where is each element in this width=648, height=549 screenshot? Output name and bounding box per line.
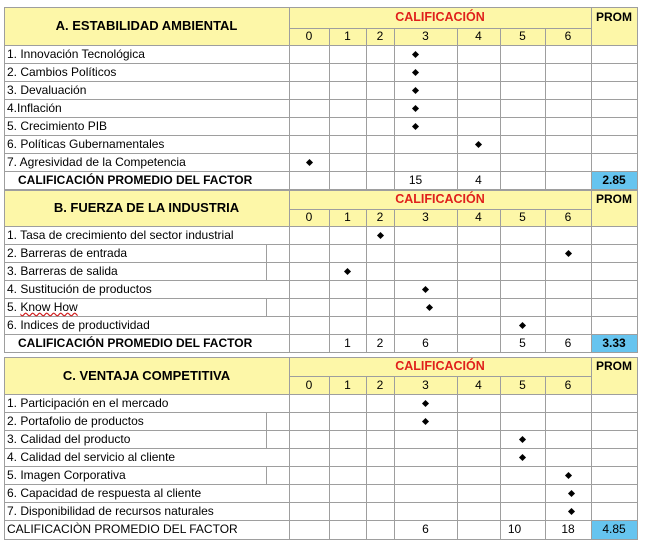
factor-label: 6. Indices de productividad — [7, 318, 150, 332]
calificacion-header: CALIFICACIÓN — [395, 192, 485, 206]
grid-line — [500, 28, 501, 189]
calificacion-header: CALIFICACIÓN — [395, 359, 485, 373]
grid-line — [545, 28, 546, 189]
scale-value-1: 1 — [344, 378, 351, 392]
scale-value-0: 0 — [305, 29, 313, 43]
grid-line — [329, 28, 330, 189]
score-marker-diamond — [475, 140, 482, 147]
score-marker-diamond — [519, 321, 526, 328]
prom-value: 2.85 — [602, 173, 626, 187]
scale-value-5: 5 — [519, 29, 526, 43]
factor-label: 2. Portafolio de productos — [7, 414, 144, 428]
scale-value-4: 4 — [475, 29, 482, 43]
summary-label: CALIFICACIÓN PROMEDIO DEL FACTOR — [18, 173, 253, 187]
grid-line — [394, 209, 395, 352]
factor-label: 3. Devaluación — [7, 83, 87, 97]
summary-value: 6 — [422, 522, 429, 536]
summary-value: 2 — [376, 336, 384, 350]
grid-line — [591, 190, 592, 352]
scale-value-3: 3 — [422, 378, 429, 392]
calificacion-header: CALIFICACIÓN — [395, 10, 485, 24]
score-marker-diamond — [422, 417, 429, 424]
summary-value: 6 — [422, 336, 429, 350]
score-marker-diamond — [412, 68, 419, 75]
factor-label: 1. Tasa de crecimiento del sector industrial — [7, 228, 234, 242]
summary-value: 10 — [507, 522, 522, 536]
factor-label: 1. Innovación Tecnológica — [7, 47, 145, 61]
score-marker-diamond — [412, 86, 419, 93]
grid-line — [637, 357, 638, 539]
grid-line — [394, 376, 395, 539]
grid-line — [500, 376, 501, 539]
scale-value-2: 2 — [376, 378, 384, 392]
scale-value-3: 3 — [422, 210, 429, 224]
grid-line — [637, 190, 638, 352]
score-marker-diamond — [519, 435, 526, 442]
prom-header: PROM — [596, 192, 632, 206]
summary-value: 15 — [408, 173, 423, 187]
factor-label: 3. Calidad del producto — [7, 432, 131, 446]
scale-value-5: 5 — [519, 378, 526, 392]
grid-line — [394, 28, 395, 189]
grid-line — [366, 209, 367, 352]
scale-value-1: 1 — [344, 29, 351, 43]
scale-value-1: 1 — [344, 210, 351, 224]
factor-label: 7. Agresividad de la Competencia — [7, 155, 186, 169]
section-title: B. FUERZA DE LA INDUSTRIA — [53, 200, 240, 215]
summary-value: 6 — [564, 336, 572, 350]
score-marker-diamond — [412, 50, 419, 57]
grid-line — [4, 539, 638, 540]
summary-value: 5 — [519, 336, 526, 350]
score-marker-diamond — [426, 303, 433, 310]
score-marker-diamond — [376, 231, 383, 238]
factor-label: 5. Crecimiento PIB — [7, 119, 108, 133]
scale-value-3: 3 — [422, 29, 429, 43]
scale-value-2: 2 — [376, 29, 384, 43]
score-marker-diamond — [422, 399, 429, 406]
factor-label: 6. Capacidad de respuesta al cliente — [7, 486, 202, 500]
section-title: C. VENTAJA COMPETITIVA — [62, 368, 231, 383]
score-marker-diamond — [422, 285, 429, 292]
scale-value-4: 4 — [475, 378, 482, 392]
grid-line — [545, 209, 546, 352]
factor-label: 7. Disponibilidad de recursos naturales — [7, 504, 214, 518]
factor-label: 6. Políticas Gubernamentales — [7, 137, 165, 151]
scale-value-6: 6 — [564, 29, 572, 43]
prom-value: 4.85 — [602, 522, 626, 536]
prom-header: PROM — [596, 359, 632, 373]
summary-value: 1 — [344, 336, 351, 350]
grid-line — [457, 376, 458, 539]
factor-label: 1. Participación en el mercado — [7, 396, 169, 410]
factor-label: 2. Barreras de entrada — [7, 246, 128, 260]
grid-line — [545, 376, 546, 539]
summary-value: 18 — [561, 522, 575, 536]
score-marker-diamond — [412, 122, 419, 129]
score-marker-diamond — [519, 453, 526, 460]
factor-label: 2. Cambios Políticos — [7, 65, 117, 79]
know-how-text: Know How — [20, 300, 78, 314]
grid-line — [500, 209, 501, 352]
grid-line — [4, 357, 5, 539]
factor-number: 5. — [7, 300, 21, 314]
grid-line — [329, 209, 330, 352]
score-marker-diamond — [305, 158, 312, 165]
scale-value-0: 0 — [305, 378, 313, 392]
score-marker-diamond — [412, 104, 419, 111]
score-marker-diamond — [344, 267, 351, 274]
scale-value-5: 5 — [519, 210, 526, 224]
scale-value-2: 2 — [376, 210, 384, 224]
factor-label: 4. Calidad del servicio al cliente — [7, 450, 176, 464]
scale-value-6: 6 — [564, 378, 572, 392]
grid-line — [4, 190, 5, 352]
grid-line — [366, 376, 367, 539]
scale-value-6: 6 — [564, 210, 572, 224]
score-marker-diamond — [564, 249, 571, 256]
grid-line — [591, 7, 592, 189]
factor-label: 3. Barreras de salida — [7, 264, 118, 278]
score-marker-diamond — [567, 507, 574, 514]
summary-label: CALIFICACIÒN PROMEDIO DEL FACTOR — [7, 522, 238, 536]
grid-line — [457, 28, 458, 189]
score-marker-diamond — [567, 489, 574, 496]
prom-header: PROM — [596, 10, 632, 24]
scale-value-4: 4 — [475, 210, 482, 224]
scale-value-0: 0 — [305, 210, 313, 224]
section-title: A. ESTABILIDAD AMBIENTAL — [55, 18, 238, 33]
grid-line — [4, 7, 5, 189]
summary-value: 4 — [475, 173, 482, 187]
grid-line — [637, 7, 638, 189]
grid-line — [329, 376, 330, 539]
factor-label: 4. Sustitución de productos — [7, 282, 152, 296]
grid-line — [457, 209, 458, 352]
summary-label: CALIFICACIÓN PROMEDIO DEL FACTOR — [18, 336, 253, 350]
grid-line — [366, 28, 367, 189]
factor-label: 5. Imagen Corporativa — [7, 468, 126, 482]
grid-line — [591, 357, 592, 539]
prom-value: 3.33 — [602, 336, 626, 350]
factor-label: 4.Inflación — [7, 101, 62, 115]
grid-line — [4, 352, 638, 353]
factor-label — [7, 298, 285, 316]
score-marker-diamond — [564, 471, 571, 478]
